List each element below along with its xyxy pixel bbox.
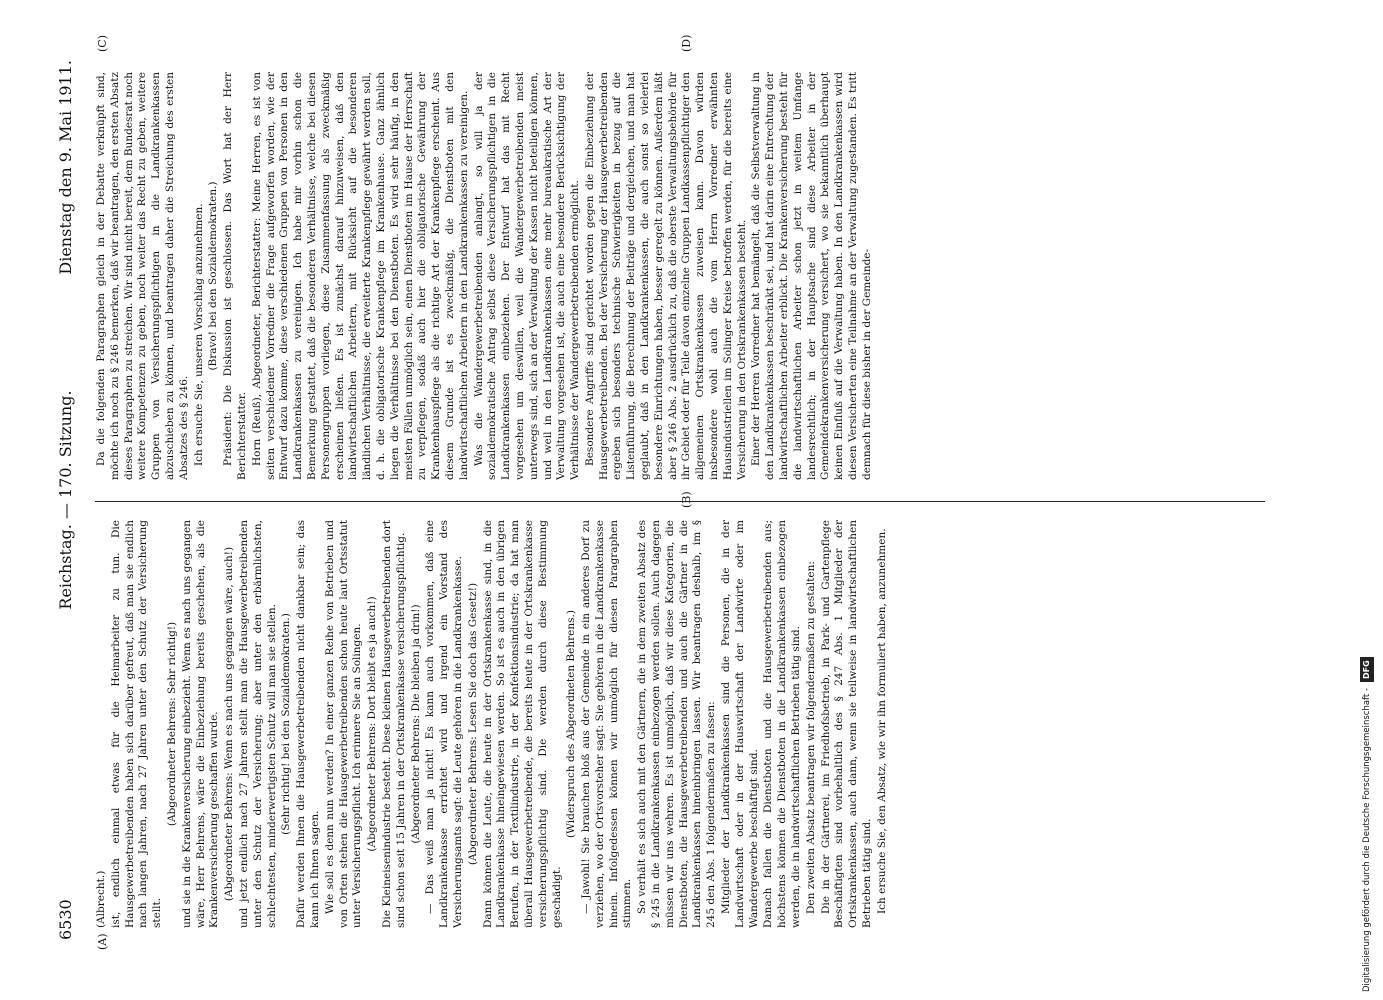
margin-marker-b: (B) [680,491,693,508]
page-number: 6530 [56,899,75,940]
margin-marker-d: (D) [680,34,693,52]
session-title: Reichstag. — 170. Sitzung. [56,390,75,610]
paragraph: Da die folgenden Paragraphen gleich in der Debatte verknüpft sind, möchte ich noch zu § 246 bemerken, daß wir beantragen, den ersten Absatz dieses Paragraphen zu streichen. Wir sind nicht bereit, dem Bundesrat noch weitere Kompetenzen zu geben, noch weiter das Recht zu geben, weitere Gruppen von Versicherungspflichtigen in die Landkrankenkassen abzuschieben zu können, und beantragen daher die Streichung des ersten Absatzes des § 246. [95,72,190,480]
paragraph: ist, endlich einmal etwas für die Heimarbeiter zu tun. Die Hausgewerbetreibenden haben sich darüber gefreut, daß man sie endlich nach langen Jahren, nach 27 Jahren unter den Schutz der Versicherung stellt. [109,520,164,928]
page-header [50,60,80,940]
interjection: (Abgeordneter Behrens: Wenn es nach uns gegangen wäre, auch!) [223,546,236,902]
paragraph: Dann können die Leute, die heute in der Ortskrankenkasse sind, in die Landkrankenkasse hineingewiesen werden. So ist es auch in den übrigen Berufen, in der Textilindustrie, in der Konfektionsindustrie; da hat man überall Hausgewerbetreibende, die bereits heute in der Ortskrankenkasse versicherungspflichtig sind. Die werden durch diese Bestimmung geschädigt. [481,520,563,928]
paragraph: (Albrecht.) [95,870,107,928]
paragraph: Präsident: Die Diskussion ist geschlossen. Das Wort hat der Herr Berichterstatter. [222,72,248,480]
paragraph: und jetzt endlich nach 27 Jahren stellt man die Hausgewerbetreibenden unter den Schutz der Versicherung; aber unter den erbärmlichsten, schlechtesten, minderwertigsten Schutz will man sie stellen. [237,520,278,928]
digitization-credit [1360,8,1374,992]
paragraph: — Das weiß man ja nicht! Es kann auch vorkommen, daß eine Landkrankenkasse errichtet wird und irgend ein Vorstand des Versicherungsamts sagt: die Leute gehören in die Landkrankenkasse. [424,520,464,928]
interjection: (Widerspruch des Abgeordneten Behrens.) [565,610,578,838]
session-date: Dienstag den 9. Mai 1911. [56,60,75,275]
interjection: (Abgeordneter Behrens: Sehr richtig!) [165,621,178,827]
dfg-logo: DFG [1360,657,1374,682]
paragraph: und sie in die Krankenversicherung einbezieht. Wenn es nach uns gegangen wäre, Herr Behrens, wäre die Einbeziehung bereits geschehen, als die Krankenversicherung geschaffen wurde. [180,520,221,928]
column-divider [95,501,1265,502]
paragraph: Horn (Reuß), Abgeordneter, Berichterstatter: Meine Herren, es ist von seiten verschiedener Vorredner die Frage aufgeworfen worden, wie der Entwurf dazu komme, diese verschiedenen Gruppen von Personen in den Landkrankenkassen zu vereinigen. Ich habe mir vorhin schon die Bemerkung gestattet, daß die besonderen Verhältnisse, welche bei diesen Personengruppen vorliegen, diese Zusammenfassung als zweckmäßig erscheinen ließen. Es ist zunächst darauf hinzuweisen, daß den landwirtschaftlichen Arbeitern, mit Rücksicht auf die besonderen ländlichen Verhältnisse, die erweiterte Krankenpflege gewährt werden soll, d. h. die obligatorische Krankenpflege im Krankenhause. Ganz ähnlich liegen die Verhältnisse bei den Dienstboten. Es wird sehr häufig, in den meisten Fällen unmöglich sein, einen Dienstboten im Hause der Herrschaft zu verpflegen, sodaß auch hier die obligatorische Gewährung der Krankenhauspflege als die richtige Art der Krankenpflege erscheint. Aus diesem Grunde ist es zweckmäßig, die Dienstboten mit den landwirtschaftlichen Arbeitern in den Landkrankenkassen zu vereinigen. [250,72,470,480]
paragraph: Wie soll es denn nun werden? In einer ganzen Reihe von Betrieben und von Orten stehen die Hausgewerbetreibenden schon heute laut Ortsstatut unter Versicherungspflicht. Ich erinnere Sie an Solingen. [323,520,364,928]
quoted-proposal: Mitglieder der Landkrankenkassen sind die Personen, die in der Landwirtschaft oder in der Hauswirtschaft der Landwirte oder im Wandergewerbe beschäftigt sind. [720,520,760,928]
margin-marker-a: (A) [96,933,109,950]
margin-marker-c: (C) [96,35,109,52]
credit-text: Digitalisierung gefördert durch die Deutsche Forschungsgemeinschaft - [1362,688,1372,992]
paragraph: So verhält es sich auch mit den Gärtnern, die in dem zweiten Absatz des § 245 in die Landkrankenkassen einbezogen werden sollen. Auch dagegen müssen wir uns wehren. Es ist unmöglich, daß wir diese Kategorien, die Dienstboten, die Hausgewerbetreibenden und auch die Gärtner in die Landkrankenkassen hineinbringen lassen. Wir beantragen deshalb, im § 245 den Abs. 1 folgendermaßen zu fassen: [636,520,718,928]
paragraph: Was die Wandergewerbetreibenden anlangt, so will ja der sozialdemokratische Antrag selbst diese Versicherungspflichtigen in die Landkrankenkassen einbeziehen. Der Entwurf hat das mit Recht vorgesehen um deswillen, weil die Wandergewerbetreibenden meist unterwegs sind, sich an der Verwaltung der Kassen nicht beteiligen können, und weil in den Landkrankenkassen eine mehr bureaukratische Art der Verwaltung vorgesehen ist, die auch eine besondere Berücksichtigung der Verhältnisse der Wandergewerbetreibenden ermöglicht. [472,72,582,480]
paragraph: Einer der Herren Vorredner hat bemängelt, daß die Selbstverwaltung in den Landkrankenkassen beschränkt sei, und hat darin eine Entrechtung der landwirtschaftlichen Arbeiter erblickt. Die Krankenversicherung besteht für die landwirtschaftlichen Arbeiter schon jetzt in weitem Umfange landesrechtlich; in der Hauptsache sind diese Arbeiter in der Gemeindekrankenversicherung versichert, wo sie bekanntlich überhaupt keinen Einfluß auf die Verwaltung haben. In den Landkrankenkassen wird diesen Versicherten eine Teilnahme an der Verwaltung zugestanden. Es tritt demnach für diese bisher in der Gemeinde- [750,72,873,480]
paragraph: Dafür werden Ihnen die Hausgewerbetreibenden nicht dankbar sein; das kann ich Ihnen sagen. [295,520,321,928]
right-column [95,72,1265,480]
paragraph: Danach fallen die Dienstboten und die Hausgewerbetreibenden aus; höchstens können die Dienstboten in die Landkrankenkassen einbezogen werden, die in landwirtschaftlichen Betrieben tätig sind. [762,520,803,928]
paragraph: Ich ersuche Sie, unseren Vorschlag anzunehmen. [192,203,205,466]
interjection: (Abgeordneter Behrens: Lesen Sie doch das Gesetz!) [466,582,479,866]
paragraph: Besondere Angriffe sind gerichtet worden gegen die Einbeziehung der Hausgewerbetreibenden. Bei der Versicherung der Hausgewerbetreibenden ergeben sich besonders technische Schwierigkeiten in bezug auf die Listenführung, die Berechnung der Beiträge und dergleichen, und man hat geglaubt, daß in den Landkrankenkassen, die auch sonst so vielerlei besondere Einrichtungen haben, besser geregelt zu können. Außerdem läßt aber § 246 Abs. 2 ausdrücklich zu, daß die oberste Verwaltungsbehörde für ihr Gebiet oder für Teile davon einzelne Gruppen Landkassenpflichtiger den allgemeinen Ortskrankenkassen zuweisen kann. Davon würden insbesondere wohl auch die vom Herrn Vorredner erwähnten Hausindustriellen im Solinger Kreise betroffen werden, für die bereits eine Versicherung in den Ortskrankenkassen besteht. [583,72,748,480]
paragraph: Ich ersuche Sie, den Absatz, wie wir ihn formuliert haben, anzunehmen. [875,528,888,914]
interjection: (Sehr richtig! bei den Sozialdemokraten.) [280,613,293,835]
quoted-proposal: Die in der Gärtnerei, im Friedhofsbetrieb, in Park- und Gartenpflege Beschäftigten sind vorbehaltlich des § 247 Abs. 1 Mitglieder der Ortskrankenkassen, auch dann, wenn sie teilweise in landwirtschaftlichen Betrieben tätig sind. [819,520,874,928]
paragraph: — Jawohl! Sie brauchen bloß aus der Gemeinde in ein anderes Dorf zu verziehen, wo der Ortsvorsteher sagt: Sie gehören in die Landkrankenkasse hinein. Infolgedessen können wir unmöglich für diesen Paragraphen stimmen. [580,520,634,928]
paragraph: Den zweiten Absatz beantragen wir folgendermaßen zu gestalten: [804,561,817,914]
interjection: (Abgeordneter Behrens: Die bleiben ja drin!) [409,604,422,844]
interjection: (Bravo! bei den Sozialdemokraten.) [207,181,220,371]
interjection: (Abgeordneter Behrens: Dort bleibt es ja auch!) [366,596,379,852]
paragraph: Die Kleineisenindustrie besteht. Diese kleinen Hausgewerbetreibenden dort sind schon seit 15 Jahren in der Ortskrankenkasse versicherungspflichtig. [380,520,407,928]
left-column [95,520,1265,928]
